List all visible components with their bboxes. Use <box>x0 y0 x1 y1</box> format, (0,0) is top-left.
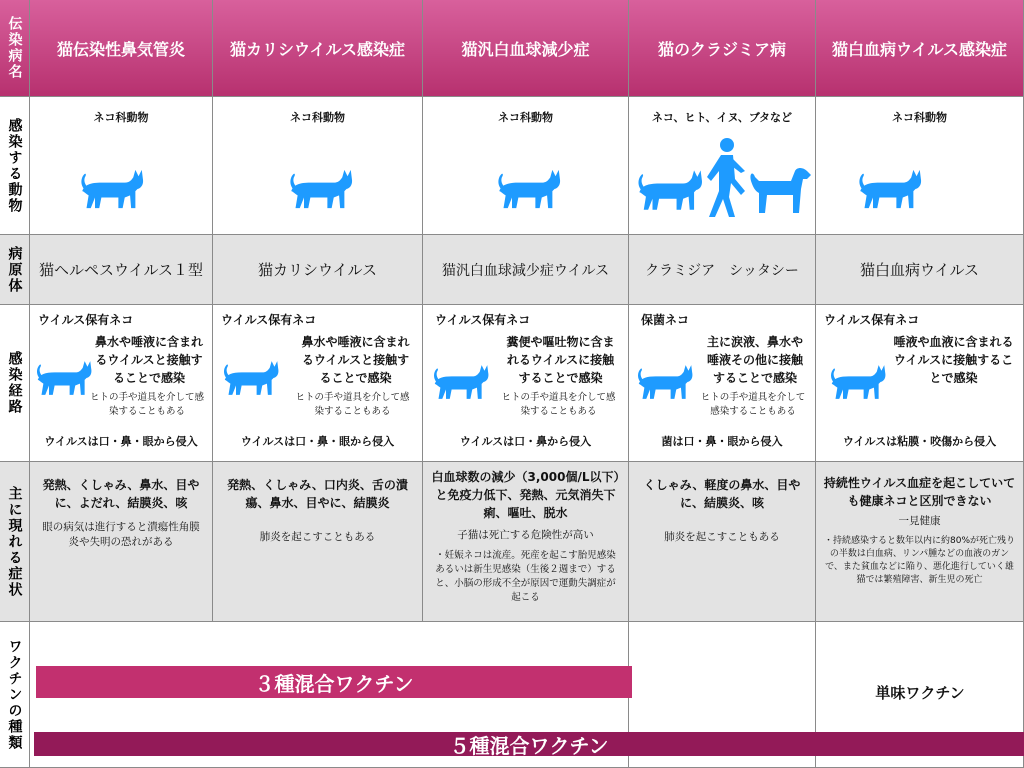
vaccine-five-label: ５種混合ワクチン <box>449 733 609 758</box>
cat-icon <box>856 163 924 215</box>
disease-header-4 <box>629 0 816 97</box>
cat-icon <box>221 355 281 401</box>
route-source: ウイルス保有ネコ <box>221 313 317 327</box>
cat-icon <box>828 359 888 405</box>
dog-icon <box>747 163 813 217</box>
symptoms-sub-text: 肺炎を起こすこともある <box>664 531 780 543</box>
vaccine-three-label: ３種混合ワクチン <box>254 671 414 696</box>
symptoms-cell-3 <box>423 462 629 622</box>
host-cell-4 <box>629 97 816 235</box>
vaccine-bar-three <box>36 666 632 698</box>
route-sub-text: ヒトの手や道具を介して感染することもある <box>295 392 410 417</box>
route-main-text: 鼻水や唾液に含まれるウイルスと接触することで感染 <box>301 335 410 385</box>
symptoms-main-text: 発熱、くしゃみ、鼻水、目やに、よだれ、結膜炎、咳 <box>42 478 200 510</box>
route-entry-text: ウイルスは口・鼻・眼から侵入 <box>44 435 198 448</box>
pathogen-cell-4 <box>629 235 816 305</box>
route-main-text: 唾液や血液に含まれるウイルスに接触することで感染 <box>893 335 1014 385</box>
cat-icon <box>78 163 146 215</box>
host-text: ネコ科動物 <box>290 111 345 124</box>
cat-icon <box>287 163 355 215</box>
row-label-pathogen <box>0 235 30 305</box>
disease-name: 猫白血病ウイルス感染症 <box>831 39 1008 59</box>
route-cell-2 <box>213 305 423 462</box>
route-entry-text: 菌は口・鼻・眼から侵入 <box>661 435 783 448</box>
disease-header-1 <box>30 0 213 97</box>
disease-header-5 <box>816 0 1024 97</box>
host-cell-2 <box>213 97 423 235</box>
cat-icon <box>495 163 563 215</box>
disease-name: 猫カリシウイルス感染症 <box>229 39 406 59</box>
route-main-text: 糞便や嘔吐物に含まれるウイルスに接触することで感染 <box>506 335 615 385</box>
pathogen-text: 猫白血病ウイルス <box>859 261 980 279</box>
row-label-text: ワクチンの種類 <box>6 638 23 751</box>
symptoms-main-text: くしゃみ、軽度の鼻水、目やに、結膜炎、咳 <box>643 478 801 510</box>
route-sub-text: ヒトの手や道具を介して感染することもある <box>700 392 806 417</box>
symptoms-cell-5 <box>816 462 1024 622</box>
route-main-text: 鼻水や唾液に含まれるウイルスと接触することで感染 <box>94 335 203 385</box>
symptoms-cell-1 <box>30 462 213 622</box>
route-cell-3 <box>423 305 629 462</box>
row-label-host <box>0 97 30 235</box>
row-label-text: 感染する動物 <box>6 117 23 214</box>
disease-name: 猫のクラジミア病 <box>657 39 786 59</box>
host-text: ネコ科動物 <box>93 111 149 124</box>
route-cell-4 <box>629 305 816 462</box>
symptoms-main-text: 持続性ウイルス血症を起こしていても健康ネコと区別できない <box>823 476 1016 508</box>
host-cell-3 <box>423 97 629 235</box>
host-cell-1 <box>30 97 213 235</box>
symptoms-main-text: 発熱、くしゃみ、口内炎、舌の潰瘍、鼻水、目やに、結膜炎 <box>227 478 408 510</box>
route-entry-text: ウイルスは口・鼻・眼から侵入 <box>240 435 395 448</box>
pathogen-cell-5 <box>816 235 1024 305</box>
symptoms-extra-text: ・持続感染すると数年以内に約80%が死亡残りの半数は白血病、リンパ腫などの血液のガンで、また貧血などに陥り、悪化進行していく雄猫では繁殖障害、新生児の死亡 <box>824 536 1016 585</box>
route-entry-text: ウイルスは口・鼻から侵入 <box>459 435 592 448</box>
row-label-symptoms <box>0 462 30 622</box>
row-label-text: 感染経路 <box>6 351 23 415</box>
cat-icon <box>635 359 695 405</box>
row-label-disease-name <box>0 0 30 97</box>
cat-icon <box>34 355 94 401</box>
symptoms-cell-2 <box>213 462 423 622</box>
route-main-text: 主に涙液、鼻水や唾液その他に接触することで感染 <box>706 335 803 385</box>
disease-header-2 <box>213 0 423 97</box>
pathogen-text: 猫ヘルペスウイルス１型 <box>38 261 204 279</box>
route-source: ウイルス保有ネコ <box>824 313 920 327</box>
route-sub-text: ヒトの手や道具を介して感染することもある <box>90 392 205 417</box>
host-text: ネコ、ヒト、イヌ、ブタなど <box>651 111 793 124</box>
pathogen-text: クラミジア シッタシー <box>645 262 799 279</box>
disease-name: 猫汎白血球減少症 <box>461 39 590 59</box>
vaccine-bar-five <box>34 732 1024 756</box>
vaccine-single-label: 単味ワクチン <box>875 684 965 702</box>
disease-name: 猫伝染性鼻気管炎 <box>56 39 185 59</box>
pathogen-cell-1 <box>30 235 213 305</box>
symptoms-cell-4 <box>629 462 816 622</box>
route-cell-5 <box>816 305 1024 462</box>
symptoms-sub-text: 眼の病気は進行すると潰瘍性角膜炎や失明の恐れがある <box>42 521 200 548</box>
route-entry-text: ウイルスは粘膜・咬傷から侵入 <box>842 435 997 448</box>
route-sub-text: ヒトの手や道具を介して感染することもある <box>501 392 616 417</box>
pathogen-text: 猫汎白血球減少症ウイルス <box>441 262 610 279</box>
disease-header-3 <box>423 0 629 97</box>
row-label-text: 主に現れる症状 <box>6 485 23 598</box>
pathogen-text: 猫カリシウイルス <box>257 261 378 279</box>
row-label-vaccine <box>0 622 30 768</box>
cat-icon <box>635 163 705 217</box>
person-walking-icon <box>699 137 751 219</box>
row-label-text: 病原体 <box>6 245 23 294</box>
pathogen-cell-3 <box>423 235 629 305</box>
row-label-route <box>0 305 30 462</box>
cat-icon <box>431 359 491 405</box>
host-text: ネコ科動物 <box>498 111 553 124</box>
symptoms-main-text: 白血球数の減少（3,000個/L以下）と免疫力低下、発熱、元気消失下痢、嘔吐、脱水 <box>431 470 620 520</box>
route-source: 保菌ネコ <box>641 313 690 327</box>
row-label-text: 伝染病名 <box>6 16 23 80</box>
symptoms-sub-text: 一見健康 <box>898 515 941 527</box>
symptoms-extra-text: ・妊娠ネコは流産。死産を起こす胎児感染あるいは新生児感染（生後２週まで）すると、小脳の形成不全が原因で運動失調症が起こる <box>435 550 616 603</box>
route-cell-1 <box>30 305 213 462</box>
host-cell-5 <box>816 97 1024 235</box>
pathogen-cell-2 <box>213 235 423 305</box>
route-source: ウイルス保有ネコ <box>435 313 531 327</box>
host-text: ネコ科動物 <box>892 111 947 124</box>
symptoms-sub-text: 肺炎を起こすこともある <box>259 531 376 543</box>
symptoms-sub-text: 子猫は死亡する危険性が高い <box>457 529 594 541</box>
route-source: ウイルス保有ネコ <box>38 313 134 327</box>
